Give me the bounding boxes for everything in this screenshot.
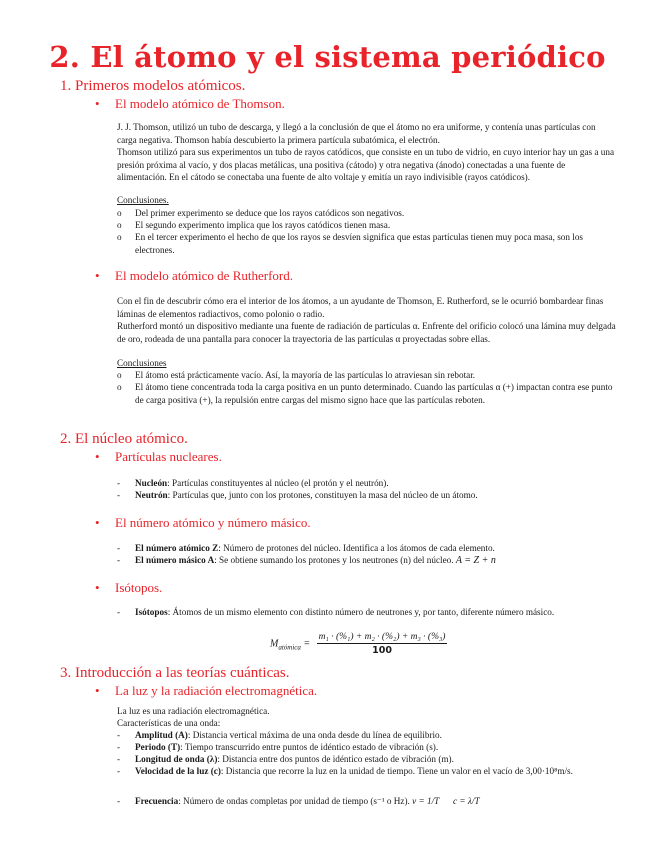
section-heading-1: 1. Primeros modelos atómicos. — [60, 78, 246, 94]
rutherford-conclusions-label: Conclusiones — [117, 358, 167, 368]
wave-property-item: - Periodo (T): Tiempo transcurrido entre puntos de idéntico estado de vibración (s). — [117, 742, 439, 752]
wave-property-item: - Longitud de onda (λ): Distancia entre dos puntos de idéntico estado de vibración (m). — [117, 754, 454, 764]
luz-paragraph-2: Características de una onda: — [117, 718, 221, 728]
section-heading-2: 2. El núcleo atómico. — [60, 431, 188, 447]
wave-property-item: - Amplitud (A): Distancia vertical máxima de una onda desde du línea de equilibrio. — [117, 730, 442, 740]
thomson-conclusion-item: o El segundo experimento implica que los rayos catódicos tienen masa. — [117, 220, 391, 230]
page-title: 2. El átomo y el sistema periódico — [49, 40, 606, 74]
thomson-conclusions-label: Conclusiones. — [117, 195, 169, 205]
neutron-definition: - Neutrón: Partículas que, junto con los protones, constituyen la masa del núcleo de un átomo. — [117, 490, 478, 500]
rutherford-paragraph-1: Con el fin de descubrir cómo era el interior de los átomos, a un ayudante de Thomson, E. Rutherford, se le ocurrió bombardear finas láminas de elementos radiactivos, como polonio o radio. — [117, 296, 604, 319]
atomic-mass-formula: $M_{atómica}$ = $\frac{\text{m₁ · (\%₁) + m₂ · (\%₂) + m₃ · (\%₃)}}{100}$ — [270, 632, 446, 656]
rutherford-conclusion-item: o El átomo tiene concentrada toda la carga positiva en un punto determinado. Cuando las partículas α (+) impactan contra ese punto de carga positiva (+), la repulsión entre cargas del mismo signo hace que las partículas reboten. — [117, 382, 613, 405]
thomson-conclusion-item: o Del primer experimento se deduce que los rayos catódicos son negativos. — [117, 208, 405, 218]
subsection-heading-isotopos: • Isótopos. — [95, 580, 163, 595]
subsection-heading-rutherford: • El modelo atómico de Rutherford. — [95, 268, 293, 283]
mass-number-definition: - El número másico A: Se obtiene sumando los protones y los neutrones (n) del núcleo. A = Z + n — [117, 555, 496, 566]
atomic-number-definition: - El número atómico Z: Número de protones del núcleo. Identifica a los átomos de cada elemento. — [117, 543, 495, 553]
thomson-paragraph-2: Thomson utilizó para sus experimentos un tubo de rayos catódicos, que consiste en un tubo de vidrio, en cuyo interior hay un gas a una presión próxima al vacío, y dos placas metálicas, una positiva (cátodo) y otra negativa (ánodo) conectadas a una fuente de alimentación. En el cátodo se conectaba una fuente de alto voltaje y emitía un rayo indivisible (rayos catódicos). — [117, 147, 615, 182]
subsection-heading-particulas: • Partículas nucleares. — [95, 449, 222, 464]
subsection-heading-numero: • El número atómico y número másico. — [95, 515, 311, 530]
luz-paragraph-1: La luz es una radiación electromagnética. — [117, 706, 270, 716]
subsection-heading-thomson: • El modelo atómico de Thomson. — [95, 96, 285, 111]
wave-property-item: - Velocidad de la luz (c): Distancia que recorre la luz en la unidad de tiempo. Tiene un valor en el vacío de 3,00·10⁸m/s. — [117, 766, 573, 776]
rutherford-paragraph-2: Rutherford montó un dispositivo mediante una fuente de radiación de partículas α. Enfrente del orificio colocó una lámina muy delgada de oro, rodeada de una pantalla para conocer la trayectoria de las partículas α proyectadas sobre ellas. — [117, 321, 616, 344]
wave-property-item: - Frecuencia: Número de ondas completas por unidad de tiempo (s⁻¹ o Hz). ν = 1/T c = λ/T — [117, 796, 480, 806]
section-heading-3: 3. Introducción a las teorías cuánticas. — [60, 665, 290, 681]
rutherford-conclusion-item: o El átomo está prácticamente vacío. Así, la mayoría de las partículas lo atraviesan sin rebotar. — [117, 370, 476, 380]
thomson-paragraph-1: J. J. Thomson, utilizó un tubo de descarga, y llegó a la conclusión de que el átomo no era uniforme, y contenía unas partículas con carga negativa. Thomson había descubierto la primera partícula subatómica, el electrón. — [117, 122, 596, 145]
subsection-heading-luz: • La luz y la radiación electromagnética. — [95, 683, 318, 698]
nucleon-definition: - Nucleón: Partículas constituyentes al núcleo (el protón y el neutrón). — [117, 478, 389, 488]
thomson-conclusion-item: o En el tercer experimento el hecho de que los rayos se desvíen significa que estas partículas tienen muy poca masa, son los electrones. — [117, 232, 583, 255]
isotope-definition: - Isótopos: Átomos de un mismo elemento con distinto número de neutrones y, por tanto, diferente número másico. — [117, 607, 555, 617]
